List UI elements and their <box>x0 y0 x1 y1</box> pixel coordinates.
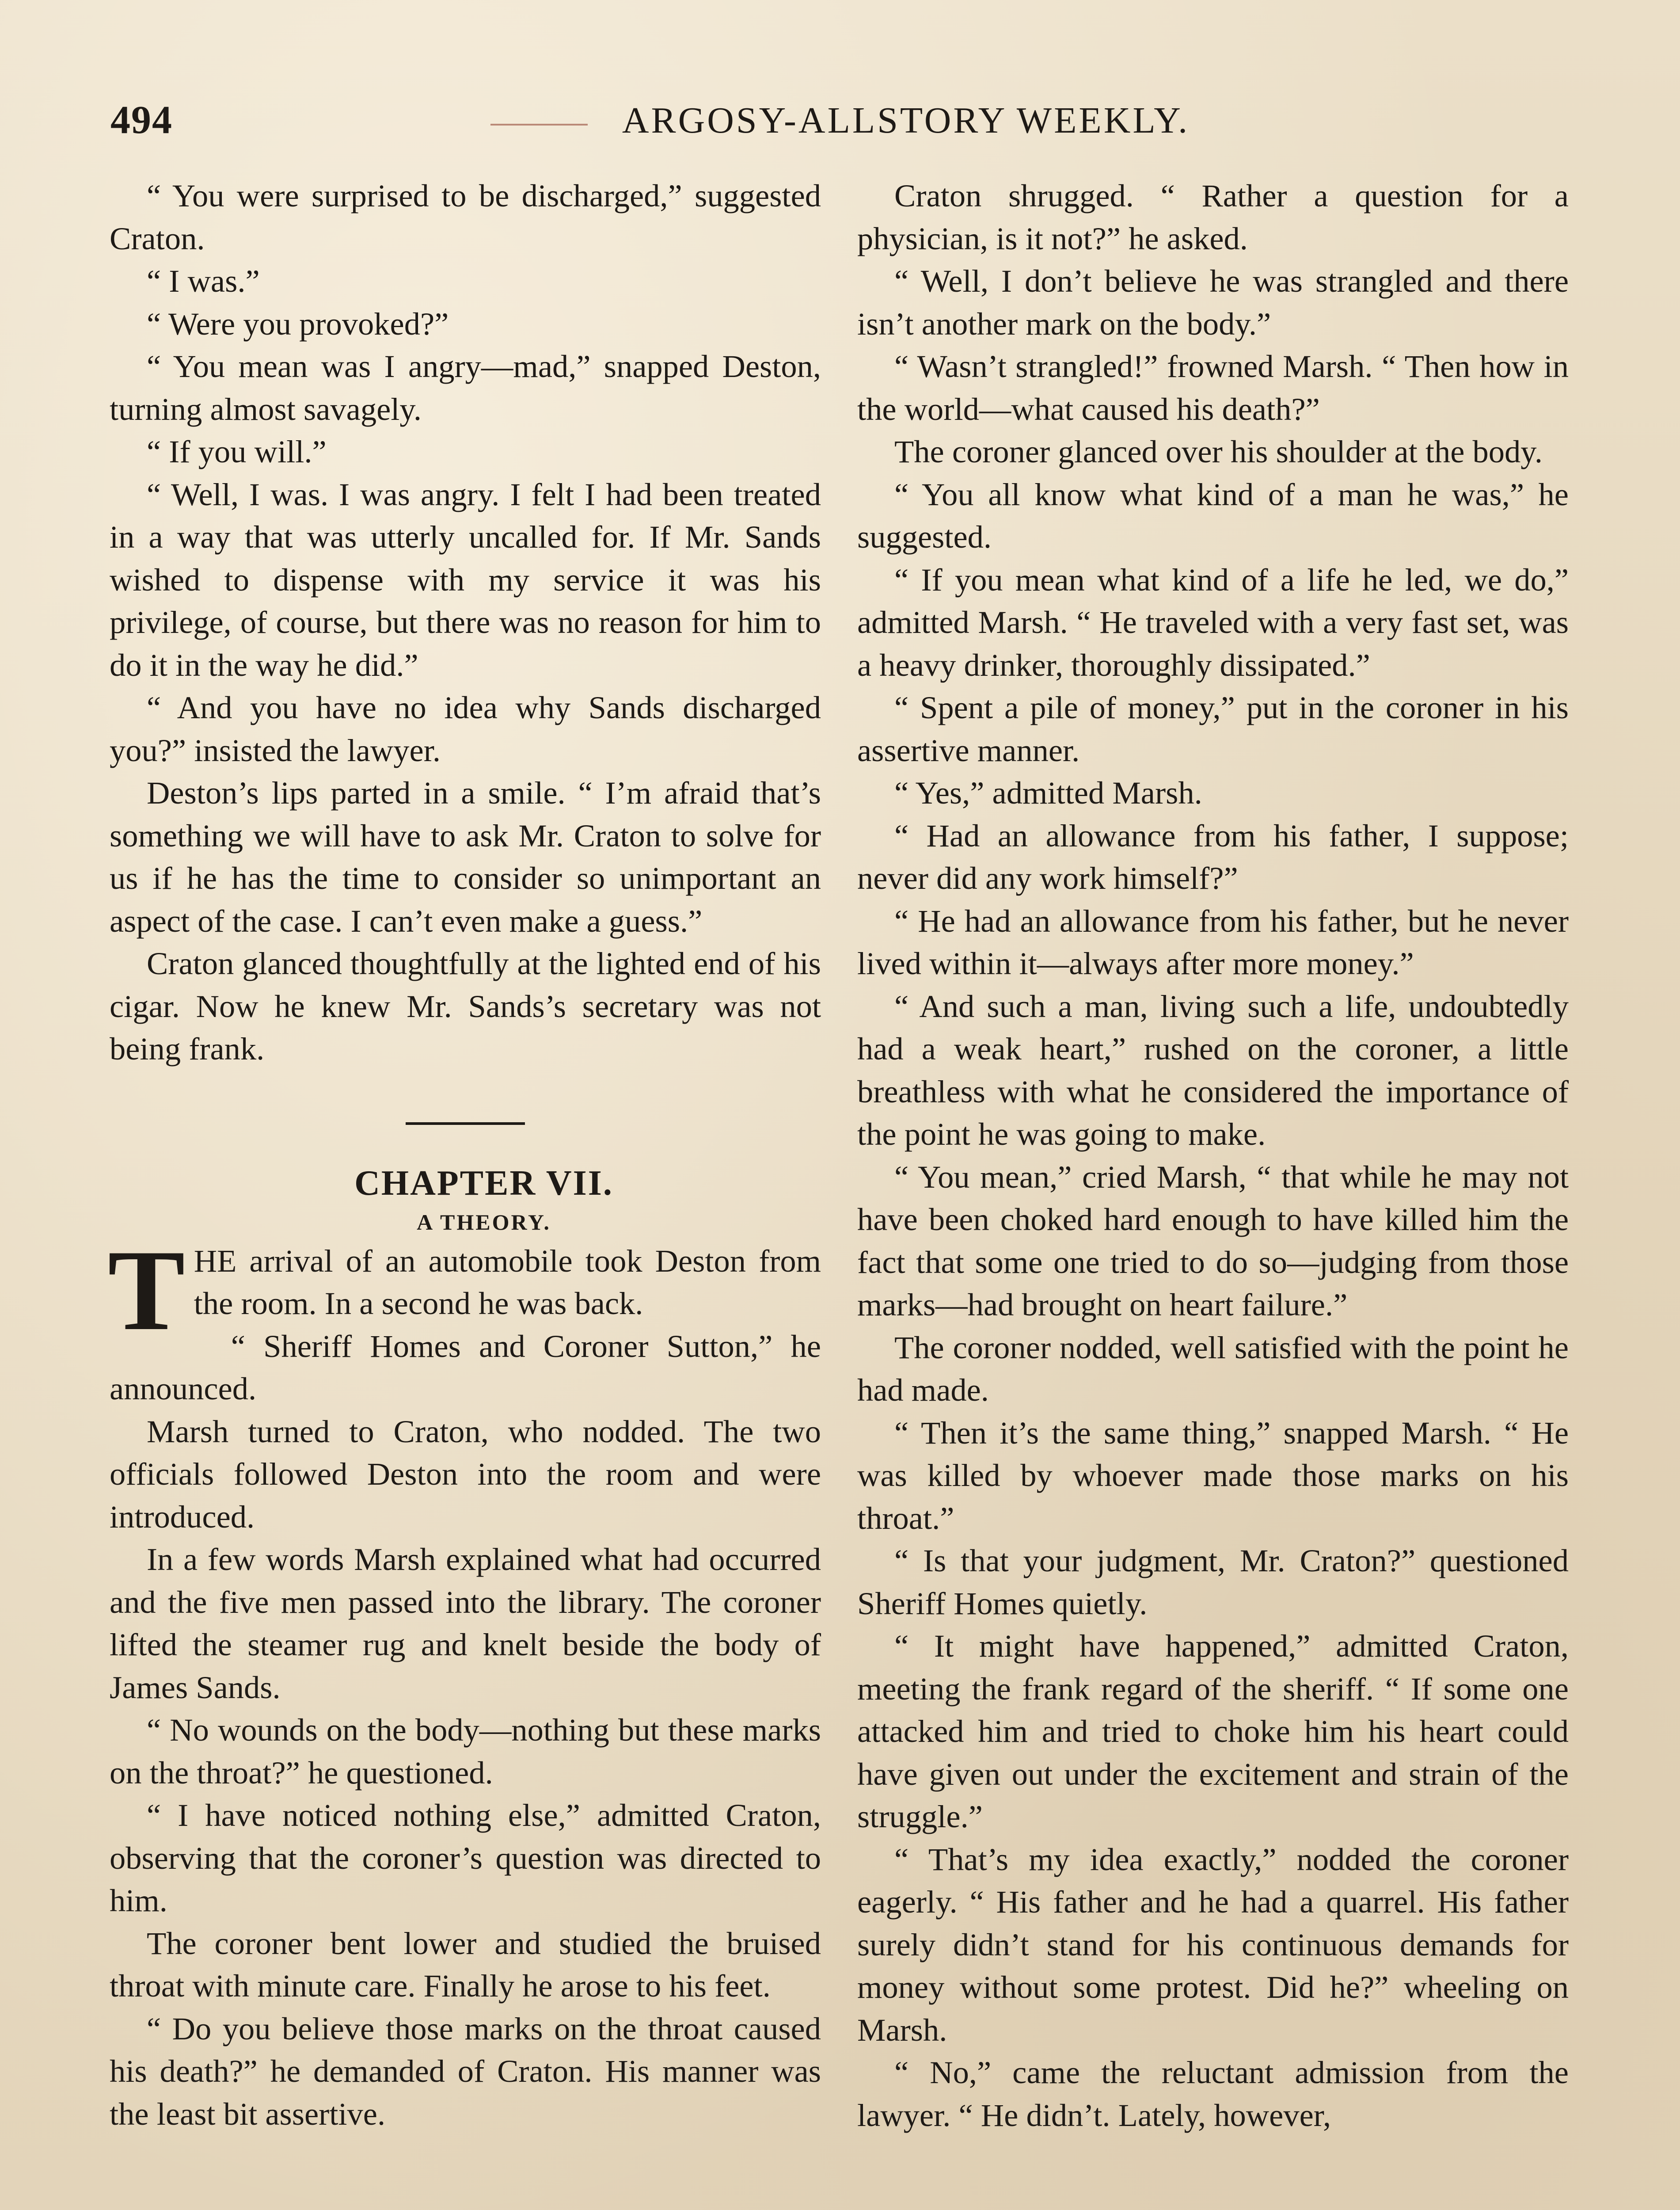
paragraph: The coroner glanced over his shoulder at the body. <box>894 434 1543 469</box>
paragraph: “ No wounds on the body—nothing but these marks on the throat?” he questioned. <box>110 1712 821 1791</box>
paragraph: “ And you have no idea why Sands discharged you?” insisted the lawyer. <box>110 690 821 768</box>
paragraph: “ I was.” <box>147 263 260 299</box>
paragraph: “ Wasn’t strangled!” frowned Marsh. “ Then how in the world—what caused his death?” <box>857 348 1569 427</box>
paragraph: “ Do you believe those marks on the throat caused his death?” he demanded of Craton. His manner was the least bit assertive. <box>110 2010 821 2132</box>
paragraph: “ Sheriff Homes and Coroner Sutton,” he announced. <box>110 1328 821 1406</box>
drop-cap: T <box>108 1226 185 1354</box>
paragraph: “ Yes,” admitted Marsh. <box>894 775 1202 811</box>
paragraph: “ No,” came the reluctant admission from the lawyer. “ He didn’t. Lately, however, <box>857 2054 1569 2133</box>
paragraph: “ Had an allowance from his father, I suppose; never did any work himself?” <box>857 817 1569 896</box>
paragraph: “ If you mean what kind of a life he led, we do,” admitted Marsh. “ He traveled with a very fast set, was a heavy drinker, thoroughly dissipated.” <box>857 561 1569 683</box>
paragraph: “ He had an allowance from his father, but he never lived within it—always after more money.” <box>857 903 1569 981</box>
paragraph: Marsh turned to Craton, who nodded. The two officials followed Deston into the room and were introduced. <box>110 1413 821 1535</box>
paragraph: “ Well, I was. I was angry. I felt I had been treated in a way that was utterly uncalled for. If Mr. Sands wished to dispense with my service it was his privilege, of course, but there was no reason for him to do it in the way he did.” <box>110 476 821 683</box>
right-column <box>857 175 1569 2137</box>
paragraph: Craton glanced thoughtfully at the lighted end of his cigar. Now he knew Mr. Sands’s secretary was not being frank. <box>110 945 821 1067</box>
paragraph: “ Were you provoked?” <box>147 305 449 342</box>
running-head: ARGOSY-ALLSTORY WEEKLY. <box>622 100 1190 141</box>
paragraph: “ If you will.” <box>147 434 327 469</box>
opening-text: HE arrival of an automobile took Deston from the room. In a second he was back. <box>194 1242 821 1321</box>
chapter-opening-paragraph <box>108 1226 821 1354</box>
left-column <box>110 175 821 2135</box>
paragraph: “ Well, I don’t believe he was strangled and there isn’t another mark on the body.” <box>857 263 1569 342</box>
chapter-title: CHAPTER VII. <box>354 1163 613 1203</box>
paragraph: “ You all know what kind of a man he was,” he suggested. <box>857 476 1569 555</box>
paragraph: “ That’s my idea exactly,” nodded the coroner eagerly. “ His father and he had a quarrel. His father surely didn’t stand for his continuous demands for money without some protest. Did he?” wheeling on Marsh. <box>857 1841 1569 2048</box>
paragraph: “ Spent a pile of money,” put in the coroner in his assertive manner. <box>857 690 1569 768</box>
paragraph: “ You were surprised to be discharged,” suggested Craton. <box>110 178 821 256</box>
paragraph: The coroner nodded, well satisfied with the point he had made. <box>857 1329 1569 1408</box>
paragraph: “ Then it’s the same thing,” snapped Marsh. “ He was killed by whoever made those marks on his throat.” <box>857 1414 1569 1536</box>
paragraph: “ Is that your judgment, Mr. Craton?” questioned Sheriff Homes quietly. <box>857 1543 1569 1621</box>
paragraph: “ You mean was I angry—mad,” snapped Deston, turning almost savagely. <box>110 348 821 427</box>
page-number: 494 <box>110 98 173 142</box>
page-header <box>110 97 1569 150</box>
paragraph: “ It might have happened,” admitted Craton, meeting the frank regard of the sheriff. “ If some one attacked him and tried to choke him his heart could have given out under the excitement and strain of the struggle.” <box>857 1628 1569 1834</box>
paragraph: “ I have noticed nothing else,” admitted Craton, observing that the coroner’s question was directed to him. <box>110 1797 821 1918</box>
paragraph: Deston’s lips parted in a smile. “ I’m afraid that’s something we will have to ask Mr. Craton to solve for us if he has the time to consider so unimportant an aspect of the case. I can’t even make a guess.” <box>110 775 821 939</box>
chapter-subtitle: A THEORY. <box>417 1209 551 1235</box>
paragraph: In a few words Marsh explained what had occurred and the five men passed into the library. The coroner lifted the steamer rug and knelt beside the body of James Sands. <box>110 1541 821 1705</box>
chapter-divider <box>406 1122 525 1125</box>
paragraph: “ And such a man, living such a life, undoubtedly had a weak heart,” rushed on the coroner, a little breathless with what he considered the importance of the point he was going to make. <box>857 988 1569 1152</box>
paragraph: The coroner bent lower and studied the bruised throat with minute care. Finally he arose to his feet. <box>110 1925 821 2004</box>
paragraph: Craton shrugged. “ Rather a question for a physician, is it not?” he asked. <box>857 178 1569 256</box>
paragraph: “ You mean,” cried Marsh, “ that while he may not have been choked hard enough to have killed him the fact that some one tried to do so—judging from those marks—had brought on heart failure.” <box>857 1158 1569 1322</box>
